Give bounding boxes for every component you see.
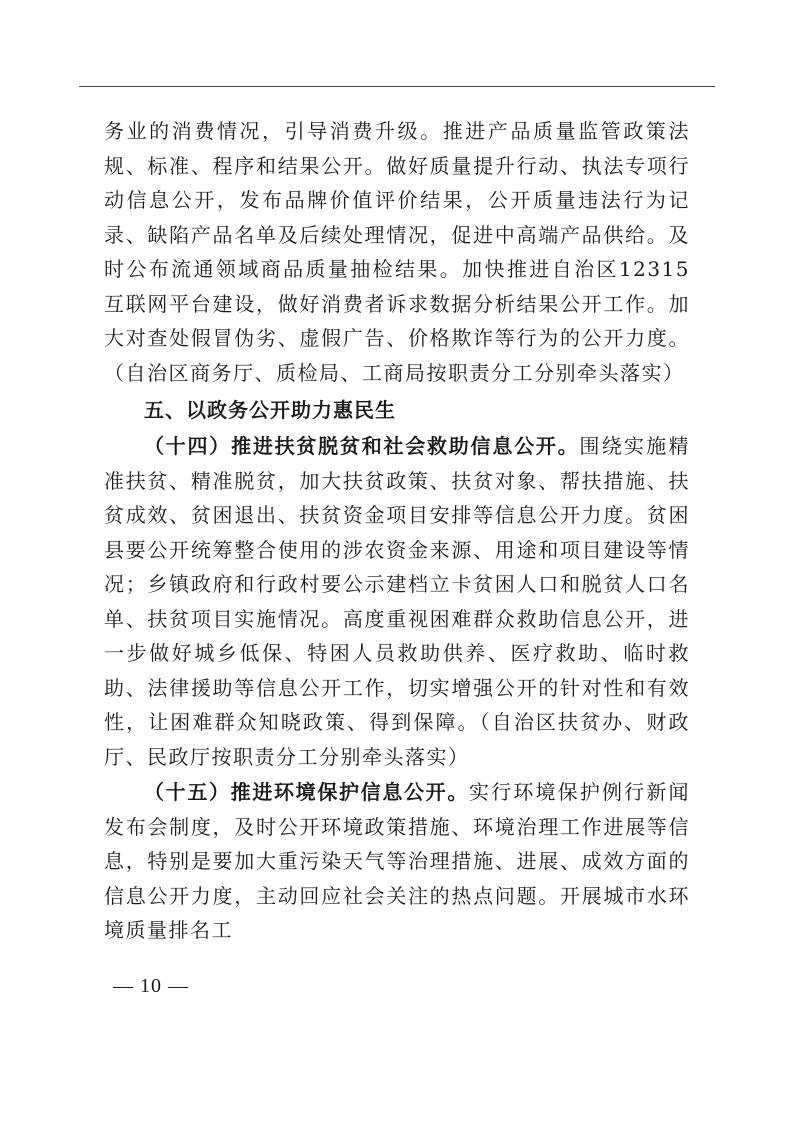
item-15-body: 实行环境保护例行新闻发布会制度，及时公开环境政策措施、环境治理工作进展等信息，特别是要加大重污染天气等治理措施、进展、成效方面的信息公开力度，主动回应社会关注的热点问题。开展城市水环境质量排名工 [104, 780, 690, 942]
page-number: — 10 — [113, 975, 189, 997]
paragraph-item-14 [104, 429, 690, 774]
item-14-lead: （十四）推进扶贫脱贫和社会救助信息公开。 [144, 434, 580, 458]
item-15-lead: （十五）推进环境保护信息公开。 [144, 780, 469, 804]
paragraph-continuation: 务业的消费情况，引导消费升级。推进产品质量监管政策法规、标准、程序和结果公开。做好质量提升行动、执法专项行动信息公开，发布品牌价值评价结果，公开质量违法行为记录、缺陷产品名单及后续处理情况，促进中高端产品供给。及时公布流通领域商品质量抽检结果。加快推进自治区12315互联网平台建设，做好消费者诉求数据分析结果公开工作。加大对查处假冒伪劣、虚假广告、价格欺诈等行为的公开力度。（自治区商务厅、质检局、工商局按职责分工分别牵头落实） [104, 119, 690, 385]
item-14-body: 围绕实施精准扶贫、精准脱贫，加大扶贫政策、扶贫对象、帮扶措施、扶贫成效、贫困退出、扶贫资金项目安排等信息公开力度。贫困县要公开统筹整合使用的涉农资金来源、用途和项目建设等情况；乡镇政府和行政村要公示建档立卡贫困人口和脱贫人口名单、扶贫项目实施情况。高度重视困难群众救助信息公开，进一步做好城乡低保、特困人员救助供养、医疗救助、临时救助、法律援助等信息公开工作，切实增强公开的针对性和有效性，让困难群众知晓政策、得到保障。（自治区扶贫办、财政厅、民政厅按职责分工分别牵头落实） [104, 434, 691, 769]
header-rule [79, 86, 715, 87]
paragraph-item-15 [104, 775, 690, 948]
document-body [104, 114, 690, 948]
section-heading: 五、以政务公开助力惠民生 [144, 398, 396, 422]
